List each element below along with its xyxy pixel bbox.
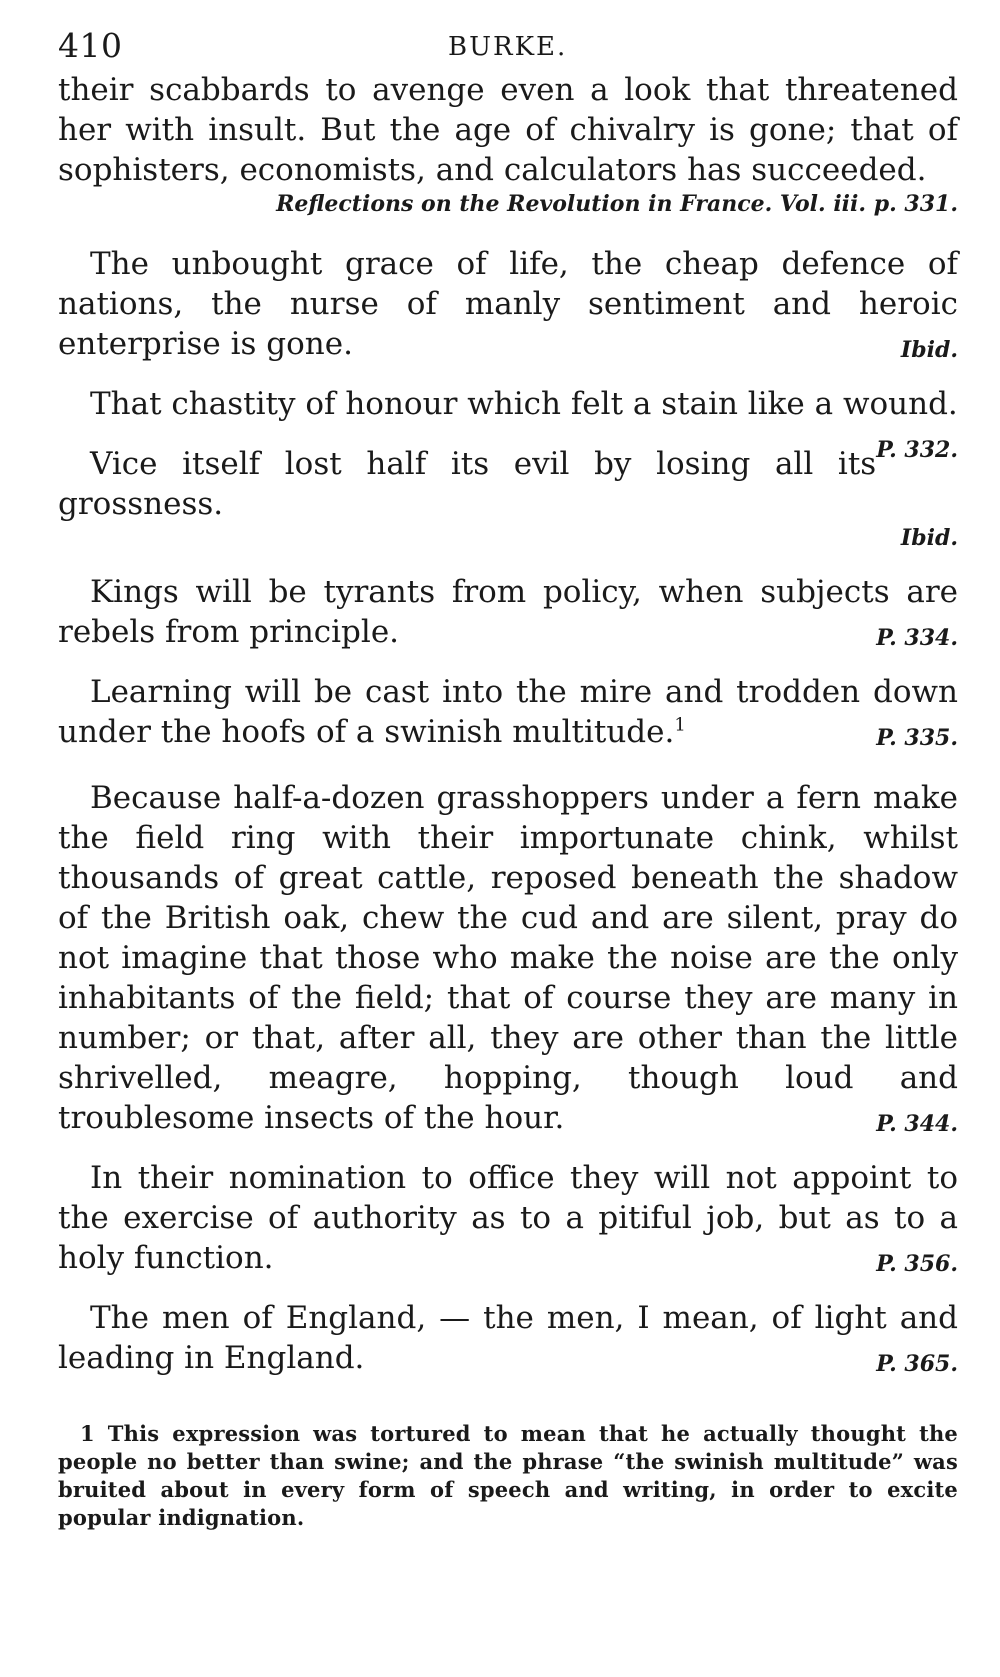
footnote [58, 1420, 958, 1532]
quote-text: Learning will be cast into the mire and trodden down under the hoofs of a swinish multitude. [58, 674, 958, 750]
quote-citation: P. 332. [876, 437, 958, 463]
quote-paragraph [58, 1158, 958, 1278]
footnote-mark: 1 [80, 1421, 95, 1446]
quote-citation: P. 334. [876, 625, 958, 651]
page-header [58, 14, 958, 64]
running-head: BURKE. [448, 32, 568, 62]
quote-citation: Ibid. [900, 337, 958, 363]
quote-text: In their nomination to office they will not appoint to the exercise of authority as to a pitiful job, but as to a holy function. [58, 1160, 958, 1276]
quote-text: That chastity of honour which felt a stain like a wound. [90, 386, 958, 422]
quote-paragraph [58, 1298, 958, 1378]
quote-citation: P. 335. [876, 725, 958, 751]
quote-text: Vice itself lost half its evil by losing all its grossness. [58, 446, 877, 522]
quote-text: The unbought grace of life, the cheap defence of nations, the nurse of manly sentiment and heroic enterprise is gone. [58, 246, 958, 362]
quote-citation: P. 365. [876, 1351, 958, 1377]
quote-citation: P. 356. [876, 1251, 958, 1277]
footnote-reference: 1 [674, 714, 686, 736]
quote-paragraph [58, 778, 958, 1138]
quote-paragraph [58, 70, 958, 190]
quote-citation: Ibid. [900, 525, 958, 551]
book-page [58, 14, 958, 1553]
quote-paragraph [58, 444, 958, 524]
page-number: 410 [58, 26, 123, 65]
quote-citation: P. 344. [876, 1111, 958, 1137]
quote-paragraph [58, 244, 958, 364]
quote-paragraph [58, 572, 958, 652]
quote-text: Because half-a-dozen grasshoppers under a fern make the field ring with their importunate chink, whilst thousands of great cattle, reposed beneath the shadow of the British oak, chew the cud and are silent, pray do not imagine that those who make the noise are the only inhabitants of the field; that of course they are many in number; or that, after all, they are other than the little shrivelled, meagre, hopping, though loud and troublesome insects of the hour. [58, 780, 958, 1136]
quote-paragraph [58, 384, 958, 463]
footnote-text: This expression was tortured to mean that he actually thought the people no better than swine; and the phrase “the swinish multitude” was bruited about in every form of speech and writing, in order to excite popular indignation. [58, 1421, 958, 1530]
quote-text: their scabbards to avenge even a look that threatened her with insult. But the age of chivalry is gone; that of sophisters, economists, and calculators has succeeded. [58, 72, 958, 188]
quote-citation: Reflections on the Revolution in France. Vol. iii. p. 331. [276, 191, 958, 217]
quote-paragraph [58, 672, 958, 752]
quote-text: Kings will be tyrants from policy, when subjects are rebels from principle. [58, 574, 958, 650]
quote-text: The men of England, — the men, I mean, of light and leading in England. [58, 1300, 958, 1376]
